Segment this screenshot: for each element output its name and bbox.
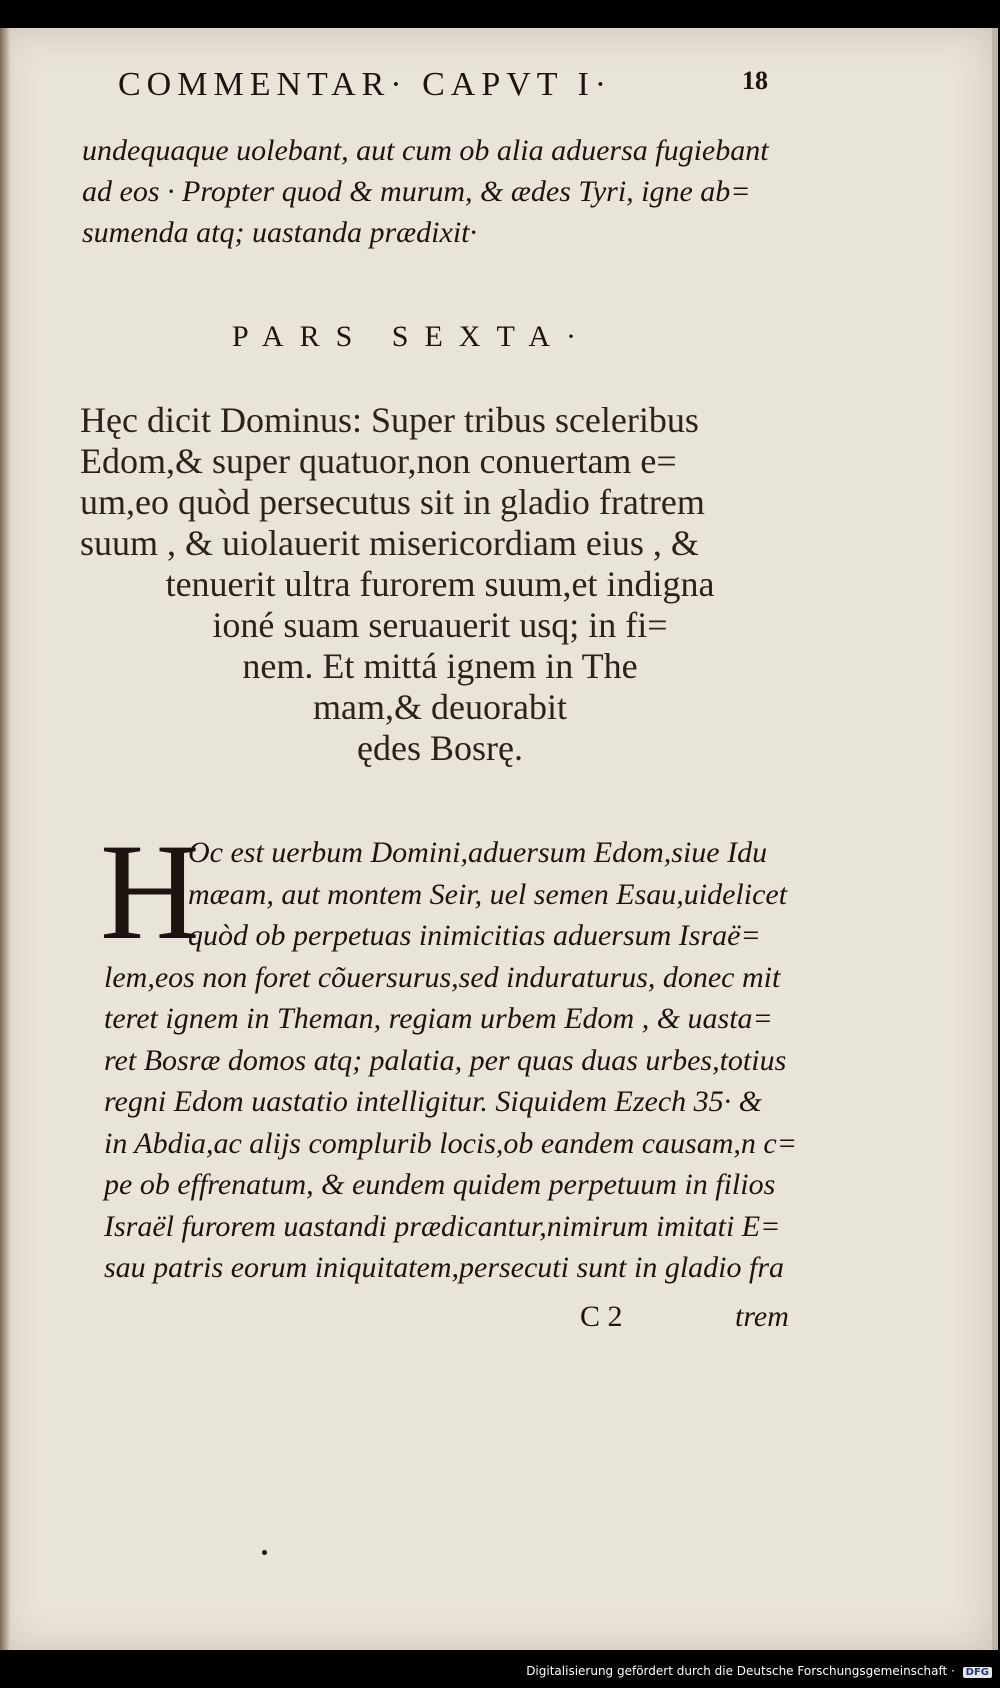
commentary-line: teret ignem in Theman, regiam urbem Edom , & uasta= [104, 1002, 773, 1035]
commentary-line: ret Bosræ domos atq; palatia, per quas duas urbes,totius [104, 1043, 787, 1077]
text-line: ad eos · Propter quod & murum, & ædes Tyri, igne ab= [82, 175, 751, 208]
section-title: PARS SEXTA· [232, 320, 593, 353]
folio-number: 18 [742, 66, 768, 95]
verse-line: mam,& deuorabit [313, 687, 567, 727]
commentary-line: sau patris eorum iniquitatem,persecuti sunt in gladio fra [104, 1251, 784, 1284]
text-line: sumenda atq; uastanda prædixit· [82, 216, 477, 249]
commentary-line: mæam, aut montem Seir, uel semen Esau,uidelicet [188, 877, 788, 911]
ink-dot [262, 1550, 267, 1555]
credit-text: Digitalisierung gefördert durch die Deutsche Forschungsgemeinschaft · [526, 1664, 955, 1678]
catchword: trem [735, 1300, 789, 1333]
commentary-line: quòd ob perpetuas inimicitias aduersum Israë= [188, 919, 761, 952]
running-header [118, 66, 768, 116]
verse-line: ędes Bosrę. [357, 728, 523, 768]
drop-cap: H [100, 815, 200, 968]
commentary-line: regni Edom uastatio intelligitur. Siquidem Ezech 35· & [104, 1085, 763, 1118]
verse-line: tenuerit ultra furorem suum,et indigna [165, 564, 715, 604]
digitization-credit [526, 1664, 992, 1682]
commentary-paragraph [104, 832, 804, 1289]
verse-line: um,eo quòd persecutus sit in gladio fratrem [80, 482, 705, 522]
verse-line: Hęc dicit Dominus: Super tribus sceleribus [80, 400, 699, 440]
commentary-line: in Abdia,ac alijs complurib locis,ob eandem causam,n c= [104, 1126, 797, 1160]
signature-mark: C 2 [580, 1300, 623, 1333]
verse-line: Edom,& super quatuor,non conuertam e= [80, 441, 677, 481]
commentary-line: Israël furorem uastandi prædicantur,nimirum imitati E= [104, 1209, 781, 1243]
verse-line: suum , & uiolauerit misericordiam eius , & [80, 523, 699, 563]
scripture-verse [80, 400, 800, 769]
commentary-line: lem,eos non foret cõuersurus,sed induraturus, donec mit [104, 960, 781, 994]
commentary-line: Oc est uerbum Domini,aduersum Edom,siue Idu [188, 836, 768, 869]
dfg-logo: DFG [963, 1667, 992, 1678]
page-gutter-edge [0, 28, 10, 1650]
top-italic-paragraph [82, 130, 782, 253]
verse-line: ioné suam seruauerit usq; in fi= [212, 605, 668, 645]
text-line: undequaque uolebant, aut cum ob alia aduersa fugiebant [82, 134, 769, 167]
running-title: COMMENTAR· CAPVT I· [118, 66, 613, 103]
verse-line: nem. Et mittá ignem in The [242, 646, 638, 686]
commentary-line: pe ob effrenatum, & eundem quidem perpetuum in filios [104, 1168, 776, 1201]
